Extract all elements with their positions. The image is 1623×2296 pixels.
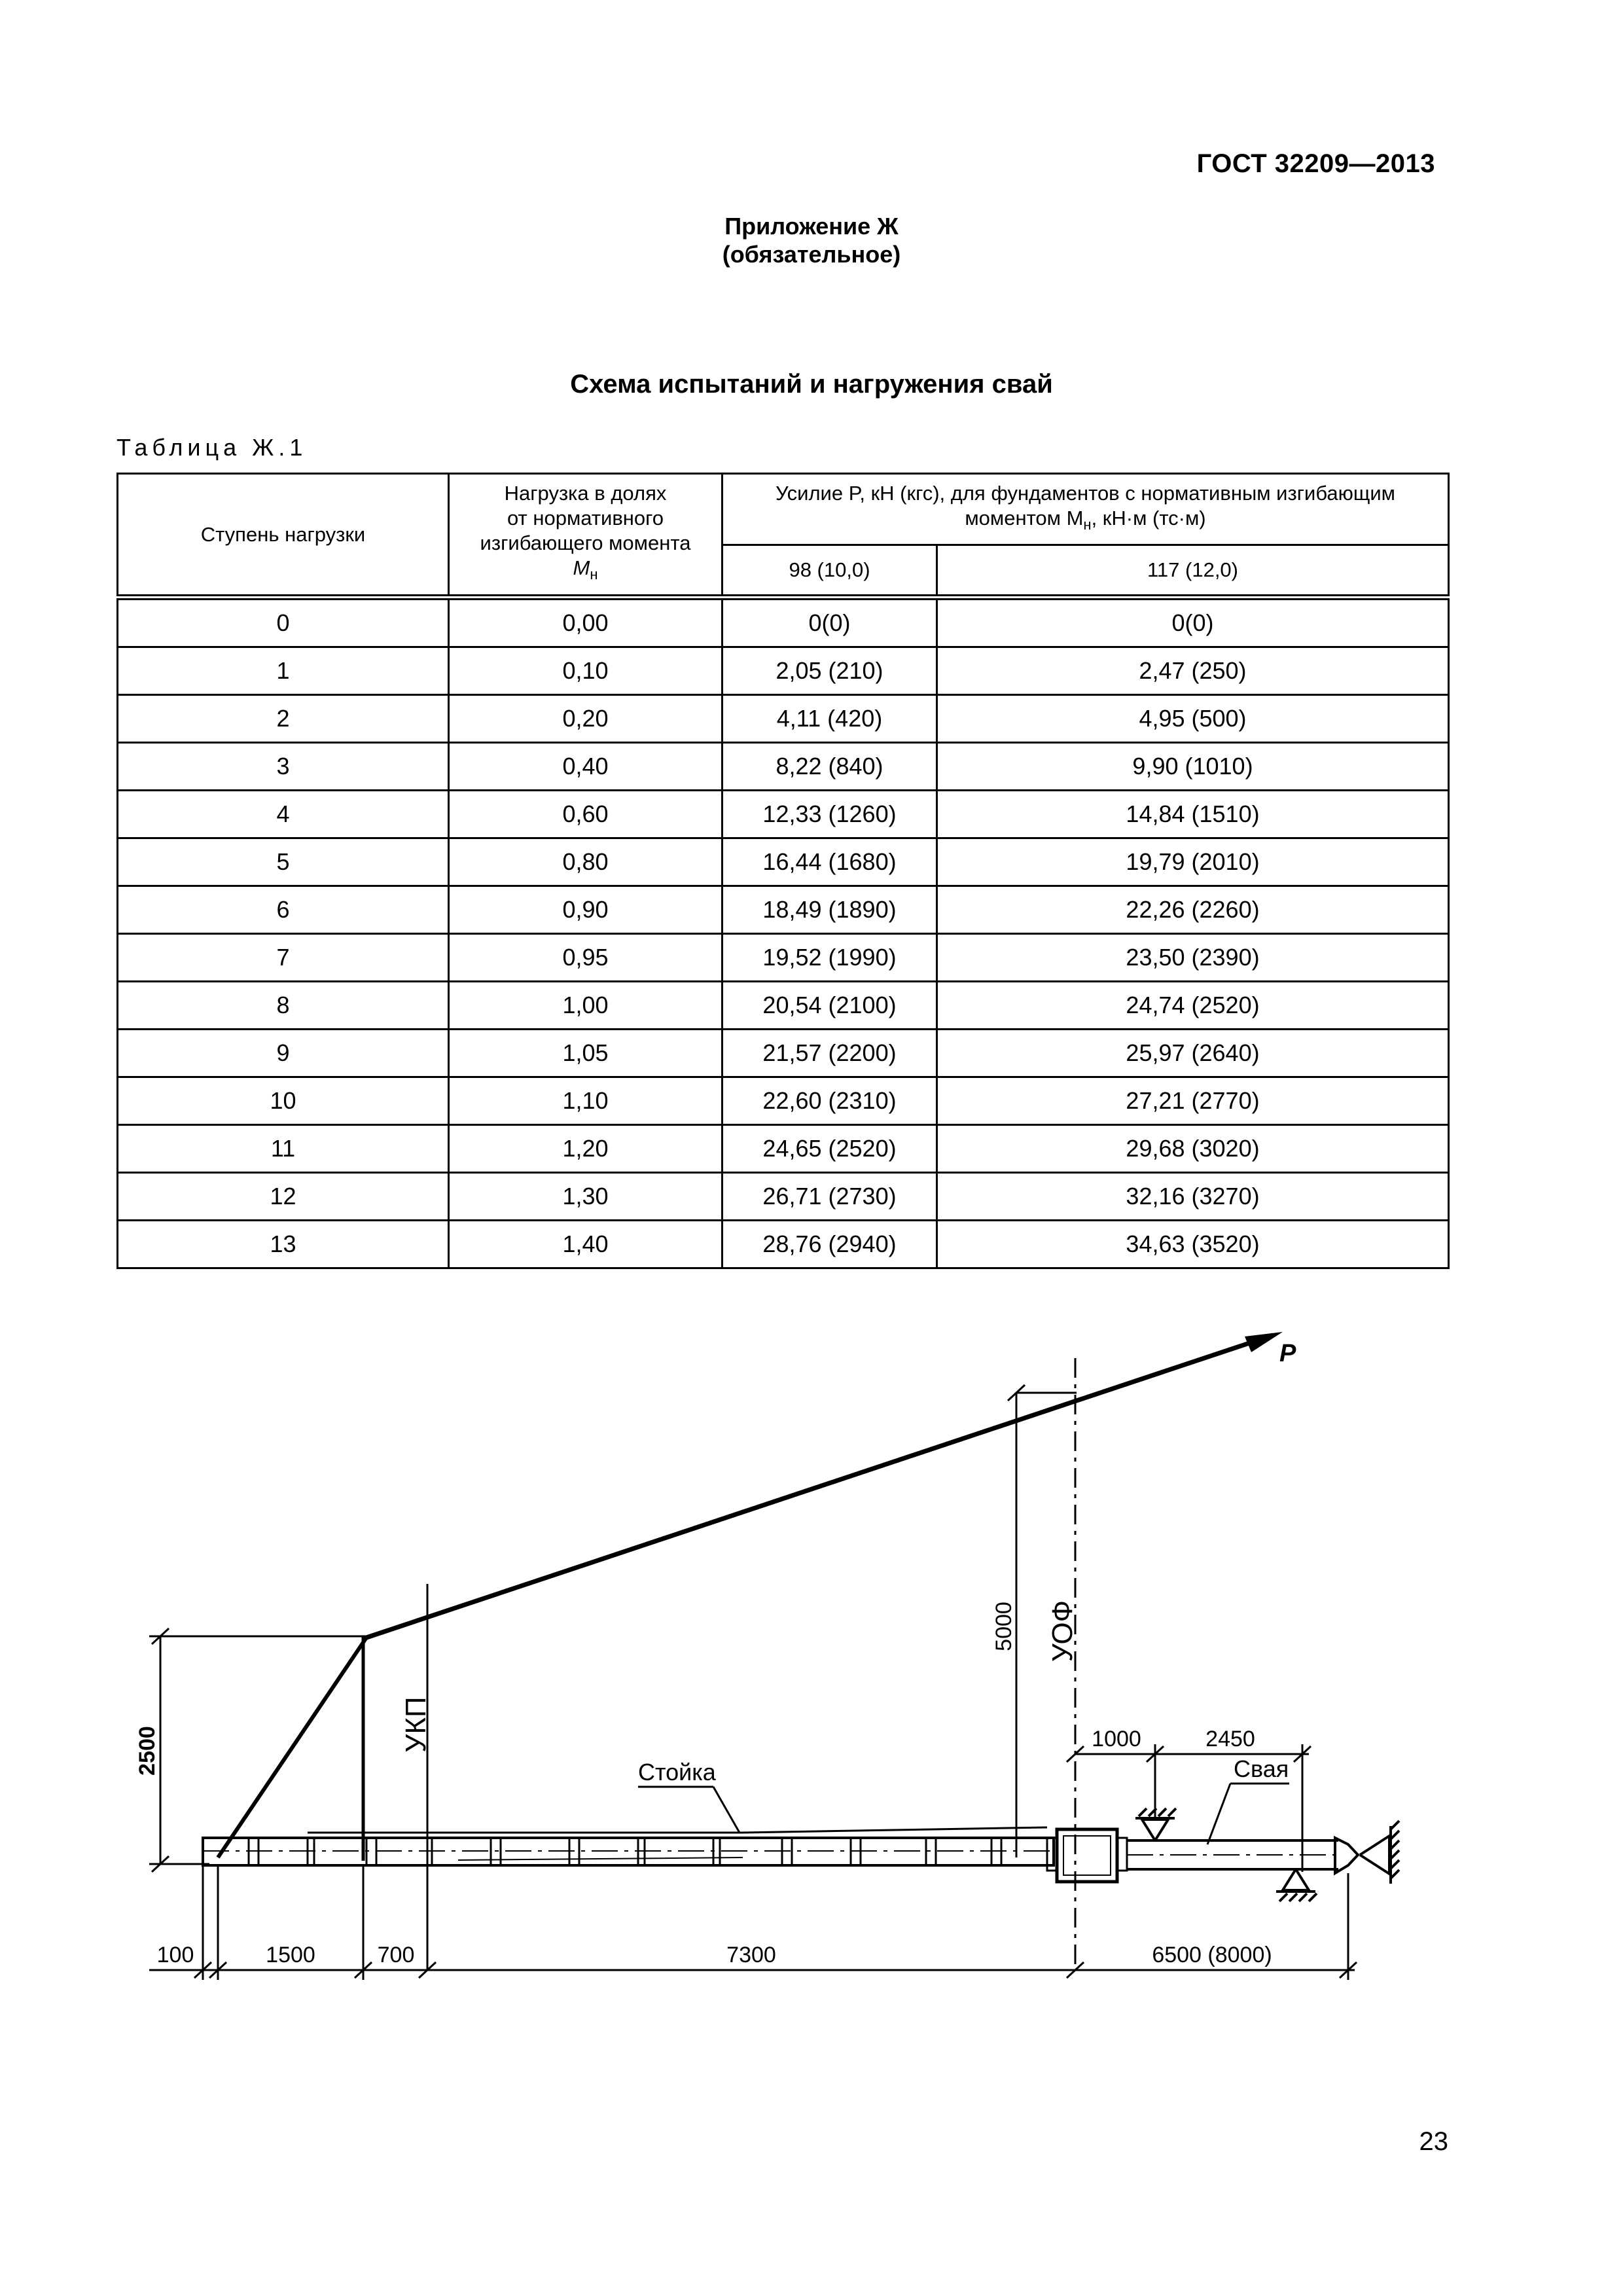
page-number: 23 [1419,2127,1448,2156]
cell-share: 1,40 [449,1221,722,1268]
cell-share: 1,30 [449,1173,722,1221]
header-load-share-symbol: $M_н$ [573,556,598,583]
header-force-line2: моментом $M_н$, кН·м (тс·м) [965,506,1206,533]
cell-force-98: 18,49 (1890) [722,886,937,934]
header-load-share-line: от нормативного [507,507,664,530]
cell-force-98: 21,57 (2200) [722,1030,937,1077]
cell-share: 0,95 [449,934,722,982]
cell-force-117: 0(0) [937,598,1449,647]
cell-stage: 9 [118,1030,449,1077]
strut [218,1638,366,1857]
cell-force-98: 20,54 (2100) [722,982,937,1030]
cell-share: 0,20 [449,695,722,743]
cell-force-98: 19,52 (1990) [722,934,937,982]
pile-tip [1335,1838,1358,1873]
header-force-line1: Усилие P, кН (кгс), для фундаментов с нормативным изгибающим [776,481,1395,505]
cell-share: 0,60 [449,791,722,838]
header-load-share-line: изгибающего момента [480,531,691,555]
section-title: Схема испытаний и нагружения свай [570,370,1053,399]
bottom-support [1276,1869,1317,1901]
cell-force-98: 28,76 (2940) [722,1221,937,1268]
standard-code: ГОСТ 32209—2013 [1196,149,1435,178]
cell-stage: 8 [118,982,449,1030]
cell-share: 0,80 [449,838,722,886]
header-load-share-line: Нагрузка в долях [504,482,667,505]
dim-1500: 1500 [266,1943,315,1967]
header-force-117: 117 (12,0) [937,545,1449,598]
cell-force-98: 16,44 (1680) [722,838,937,886]
cell-force-117: 25,97 (2640) [937,1030,1449,1077]
tip-support [1360,1821,1399,1884]
appendix-title: Приложение Ж [724,213,899,240]
coupling [1057,1829,1117,1882]
cell-force-117: 9,90 (1010) [937,743,1449,791]
cell-stage: 3 [118,743,449,791]
cell-force-117: 14,84 (1510) [937,791,1449,838]
force-label: P [1279,1340,1296,1367]
cell-force-117: 2,47 (250) [937,647,1449,695]
dim-2450: 2450 [1205,1727,1255,1751]
cell-share: 1,20 [449,1125,722,1173]
cell-stage: 12 [118,1173,449,1221]
cell-force-117: 4,95 (500) [937,695,1449,743]
ukp-label: УКП [400,1696,432,1753]
dim-5000: 5000 [991,1602,1016,1651]
cell-force-117: 34,63 (3520) [937,1221,1449,1268]
cell-share: 0,00 [449,598,722,647]
force-arrowhead [1245,1332,1283,1352]
cell-force-98: 0(0) [722,598,937,647]
cell-stage: 1 [118,647,449,695]
cell-share: 1,00 [449,982,722,1030]
cell-stage: 7 [118,934,449,982]
cell-force-98: 12,33 (1260) [722,791,937,838]
cell-force-98: 4,11 (420) [722,695,937,743]
cell-stage: 2 [118,695,449,743]
dim-1000: 1000 [1092,1727,1141,1751]
cell-stage: 6 [118,886,449,934]
cell-force-117: 27,21 (2770) [937,1077,1449,1125]
uof-label: УОФ [1046,1600,1079,1662]
table-caption: Таблица Ж.1 [116,434,308,461]
cell-stage: 0 [118,598,449,647]
cell-share: 0,10 [449,647,722,695]
dim-2500: 2500 [135,1726,160,1776]
cell-share: 0,40 [449,743,722,791]
post-label: Стойка [638,1759,716,1785]
header-force-98: 98 (10,0) [722,545,937,598]
dim-700: 700 [377,1943,415,1967]
pile-label: Свая [1234,1755,1289,1782]
cell-stage: 4 [118,791,449,838]
dim-pile-length: 6500 (8000) [1152,1943,1272,1967]
appendix-subtitle: (обязательное) [722,241,901,268]
cell-force-98: 2,05 (210) [722,647,937,695]
cell-force-117: 22,26 (2260) [937,886,1449,934]
cell-force-117: 24,74 (2520) [937,982,1449,1030]
cell-force-98: 8,22 (840) [722,743,937,791]
cell-force-98: 26,71 (2730) [722,1173,937,1221]
cell-force-98: 22,60 (2310) [722,1077,937,1125]
cell-share: 1,10 [449,1077,722,1125]
cell-force-117: 32,16 (3270) [937,1173,1449,1221]
cell-force-117: 19,79 (2010) [937,838,1449,886]
cell-stage: 5 [118,838,449,886]
cell-force-98: 24,65 (2520) [722,1125,937,1173]
cell-force-117: 23,50 (2390) [937,934,1449,982]
cell-share: 1,05 [449,1030,722,1077]
dim-100: 100 [156,1943,194,1967]
cell-stage: 11 [118,1125,449,1173]
force-line [366,1335,1273,1638]
cell-share: 0,90 [449,886,722,934]
dim-7300: 7300 [726,1943,776,1967]
cell-stage: 13 [118,1221,449,1268]
header-stage: Ступень нагрузки [118,474,449,598]
cell-stage: 10 [118,1077,449,1125]
cell-force-117: 29,68 (3020) [937,1125,1449,1173]
